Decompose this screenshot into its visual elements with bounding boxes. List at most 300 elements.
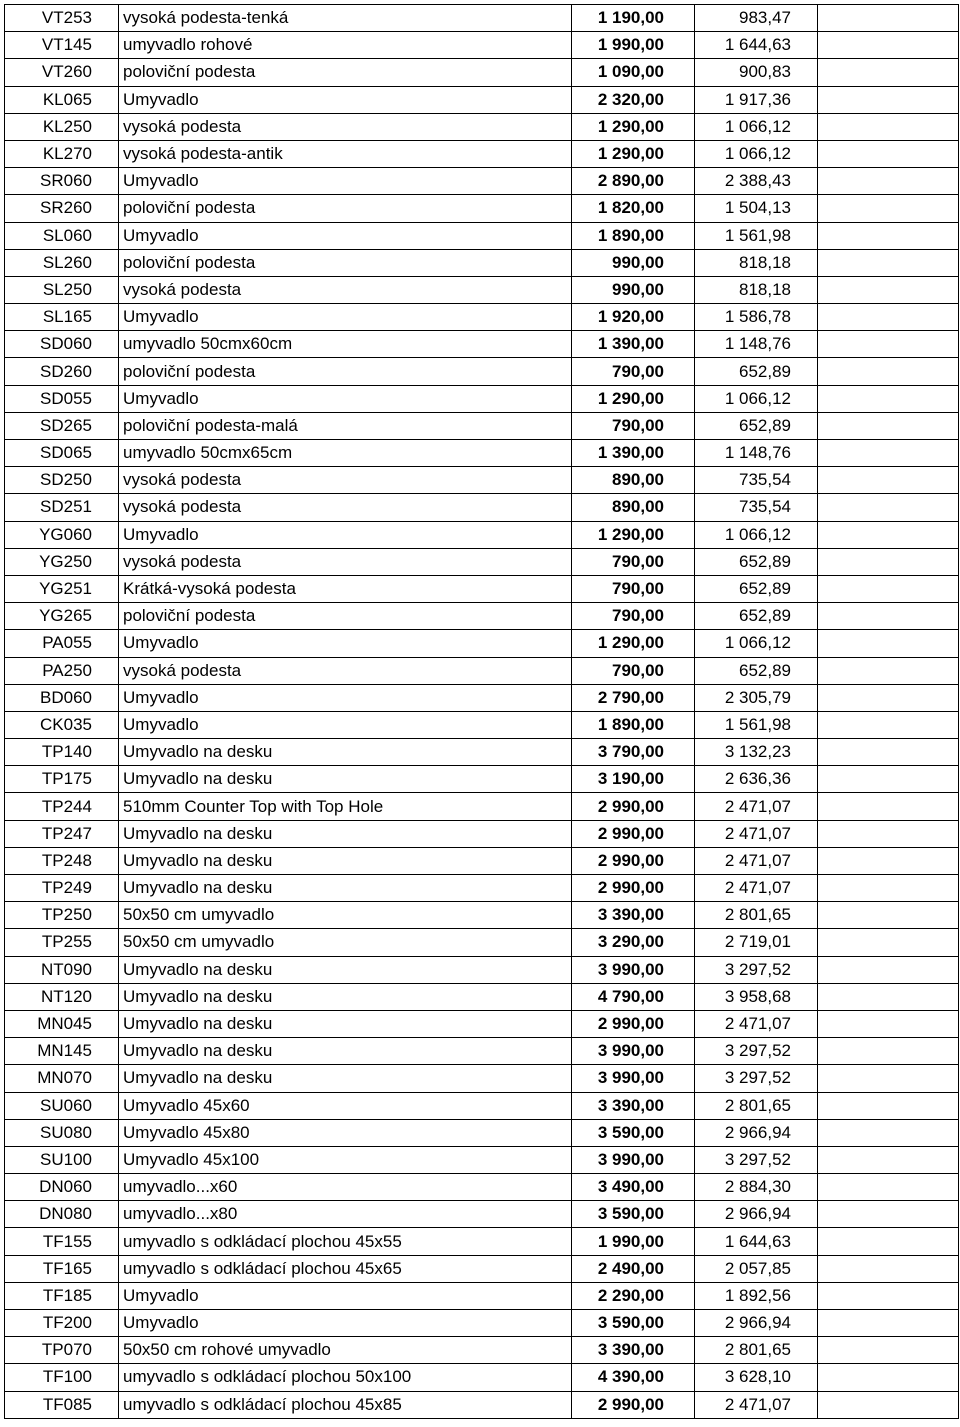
price-with-vat-cell: 1 290,00 <box>572 113 695 140</box>
product-name-cell: Umyvadlo na desku <box>119 1010 572 1037</box>
table-row <box>5 929 959 956</box>
price-without-vat-cell: 818,18 <box>695 249 818 276</box>
product-name-cell: vysoká podesta <box>119 548 572 575</box>
price-without-vat-cell: 3 628,10 <box>695 1364 818 1391</box>
product-code-cell: VT260 <box>5 59 119 86</box>
empty-cell <box>818 902 959 929</box>
empty-cell <box>818 140 959 167</box>
price-table <box>4 4 959 1419</box>
empty-cell <box>818 766 959 793</box>
price-without-vat-cell: 2 057,85 <box>695 1255 818 1282</box>
price-without-vat-cell: 983,47 <box>695 5 818 32</box>
table-row <box>5 902 959 929</box>
empty-cell <box>818 1310 959 1337</box>
empty-cell <box>818 1065 959 1092</box>
product-name-cell: poloviční podesta <box>119 59 572 86</box>
price-with-vat-cell: 790,00 <box>572 603 695 630</box>
empty-cell <box>818 494 959 521</box>
empty-cell <box>818 793 959 820</box>
price-without-vat-cell: 2 719,01 <box>695 929 818 956</box>
price-without-vat-cell: 1 644,63 <box>695 1228 818 1255</box>
table-row <box>5 983 959 1010</box>
product-code-cell: SL060 <box>5 222 119 249</box>
product-code-cell: VT253 <box>5 5 119 32</box>
product-name-cell: Krátká-vysoká podesta <box>119 575 572 602</box>
price-with-vat-cell: 3 990,00 <box>572 956 695 983</box>
product-name-cell: vysoká podesta <box>119 276 572 303</box>
empty-cell <box>818 548 959 575</box>
table-row <box>5 249 959 276</box>
price-without-vat-cell: 3 297,52 <box>695 956 818 983</box>
price-without-vat-cell: 818,18 <box>695 276 818 303</box>
product-name-cell: Umyvadlo na desku <box>119 820 572 847</box>
price-without-vat-cell: 652,89 <box>695 358 818 385</box>
product-code-cell: SD055 <box>5 385 119 412</box>
price-with-vat-cell: 2 790,00 <box>572 684 695 711</box>
product-code-cell: TP140 <box>5 739 119 766</box>
product-name-cell: vysoká podesta <box>119 467 572 494</box>
price-without-vat-cell: 2 388,43 <box>695 168 818 195</box>
product-code-cell: PA250 <box>5 657 119 684</box>
empty-cell <box>818 1010 959 1037</box>
table-row <box>5 1174 959 1201</box>
table-row <box>5 793 959 820</box>
table-row <box>5 1119 959 1146</box>
product-code-cell: TP248 <box>5 847 119 874</box>
empty-cell <box>818 711 959 738</box>
price-with-vat-cell: 990,00 <box>572 249 695 276</box>
price-with-vat-cell: 790,00 <box>572 412 695 439</box>
table-row <box>5 847 959 874</box>
product-code-cell: TF100 <box>5 1364 119 1391</box>
product-code-cell: SL260 <box>5 249 119 276</box>
price-without-vat-cell: 652,89 <box>695 603 818 630</box>
price-without-vat-cell: 3 297,52 <box>695 1038 818 1065</box>
product-name-cell: 50x50 cm rohové umyvadlo <box>119 1337 572 1364</box>
product-name-cell: Umyvadlo na desku <box>119 847 572 874</box>
product-name-cell: Umyvadlo <box>119 684 572 711</box>
table-row <box>5 467 959 494</box>
empty-cell <box>818 847 959 874</box>
empty-cell <box>818 358 959 385</box>
product-name-cell: Umyvadlo <box>119 86 572 113</box>
empty-cell <box>818 113 959 140</box>
empty-cell <box>818 684 959 711</box>
empty-cell <box>818 739 959 766</box>
price-with-vat-cell: 4 790,00 <box>572 983 695 1010</box>
price-without-vat-cell: 2 636,36 <box>695 766 818 793</box>
product-name-cell: Umyvadlo <box>119 304 572 331</box>
table-row <box>5 168 959 195</box>
table-row <box>5 766 959 793</box>
table-row <box>5 548 959 575</box>
product-name-cell: Umyvadlo na desku <box>119 983 572 1010</box>
price-table-body <box>5 5 959 1419</box>
product-name-cell: Umyvadlo 45x60 <box>119 1092 572 1119</box>
product-name-cell: umyvadlo 50cmx60cm <box>119 331 572 358</box>
price-with-vat-cell: 990,00 <box>572 276 695 303</box>
empty-cell <box>818 1038 959 1065</box>
price-without-vat-cell: 2 884,30 <box>695 1174 818 1201</box>
empty-cell <box>818 304 959 331</box>
product-code-cell: MN145 <box>5 1038 119 1065</box>
price-with-vat-cell: 1 390,00 <box>572 440 695 467</box>
product-name-cell: Umyvadlo <box>119 222 572 249</box>
product-code-cell: SD265 <box>5 412 119 439</box>
table-row <box>5 331 959 358</box>
price-with-vat-cell: 1 290,00 <box>572 630 695 657</box>
product-name-cell: umyvadlo...x80 <box>119 1201 572 1228</box>
table-row <box>5 1065 959 1092</box>
table-row <box>5 603 959 630</box>
price-without-vat-cell: 3 132,23 <box>695 739 818 766</box>
price-without-vat-cell: 2 966,94 <box>695 1201 818 1228</box>
table-row <box>5 5 959 32</box>
empty-cell <box>818 1282 959 1309</box>
product-name-cell: poloviční podesta <box>119 195 572 222</box>
product-name-cell: Umyvadlo na desku <box>119 875 572 902</box>
product-name-cell: Umyvadlo 45x80 <box>119 1119 572 1146</box>
price-with-vat-cell: 3 390,00 <box>572 902 695 929</box>
product-code-cell: TP175 <box>5 766 119 793</box>
product-name-cell: vysoká podesta <box>119 657 572 684</box>
product-code-cell: SD260 <box>5 358 119 385</box>
price-without-vat-cell: 1 066,12 <box>695 140 818 167</box>
table-row <box>5 1146 959 1173</box>
price-with-vat-cell: 2 290,00 <box>572 1282 695 1309</box>
price-without-vat-cell: 652,89 <box>695 548 818 575</box>
product-code-cell: SR060 <box>5 168 119 195</box>
product-code-cell: CK035 <box>5 711 119 738</box>
price-without-vat-cell: 1 917,36 <box>695 86 818 113</box>
product-name-cell: vysoká podesta-antik <box>119 140 572 167</box>
product-code-cell: DN080 <box>5 1201 119 1228</box>
empty-cell <box>818 195 959 222</box>
price-with-vat-cell: 790,00 <box>572 657 695 684</box>
table-row <box>5 657 959 684</box>
table-row <box>5 630 959 657</box>
product-name-cell: umyvadlo s odkládací plochou 45x65 <box>119 1255 572 1282</box>
empty-cell <box>818 385 959 412</box>
empty-cell <box>818 1201 959 1228</box>
table-row <box>5 1310 959 1337</box>
product-code-cell: SU060 <box>5 1092 119 1119</box>
price-with-vat-cell: 2 990,00 <box>572 1391 695 1418</box>
price-without-vat-cell: 3 297,52 <box>695 1146 818 1173</box>
empty-cell <box>818 59 959 86</box>
price-without-vat-cell: 1 561,98 <box>695 711 818 738</box>
empty-cell <box>818 603 959 630</box>
product-name-cell: umyvadlo 50cmx65cm <box>119 440 572 467</box>
table-row <box>5 1255 959 1282</box>
product-code-cell: MN045 <box>5 1010 119 1037</box>
price-without-vat-cell: 2 471,07 <box>695 875 818 902</box>
price-without-vat-cell: 1 892,56 <box>695 1282 818 1309</box>
price-with-vat-cell: 2 990,00 <box>572 847 695 874</box>
empty-cell <box>818 1228 959 1255</box>
price-with-vat-cell: 1 820,00 <box>572 195 695 222</box>
table-row <box>5 956 959 983</box>
price-with-vat-cell: 2 990,00 <box>572 1010 695 1037</box>
product-name-cell: Umyvadlo na desku <box>119 739 572 766</box>
price-with-vat-cell: 1 920,00 <box>572 304 695 331</box>
price-without-vat-cell: 1 148,76 <box>695 331 818 358</box>
empty-cell <box>818 222 959 249</box>
empty-cell <box>818 929 959 956</box>
empty-cell <box>818 276 959 303</box>
product-name-cell: Umyvadlo na desku <box>119 1038 572 1065</box>
table-row <box>5 1092 959 1119</box>
price-with-vat-cell: 790,00 <box>572 358 695 385</box>
product-code-cell: KL065 <box>5 86 119 113</box>
price-without-vat-cell: 652,89 <box>695 657 818 684</box>
empty-cell <box>818 1391 959 1418</box>
price-with-vat-cell: 3 990,00 <box>572 1038 695 1065</box>
table-row <box>5 1282 959 1309</box>
empty-cell <box>818 956 959 983</box>
product-code-cell: SD060 <box>5 331 119 358</box>
price-with-vat-cell: 4 390,00 <box>572 1364 695 1391</box>
empty-cell <box>818 412 959 439</box>
table-row <box>5 86 959 113</box>
product-code-cell: KL250 <box>5 113 119 140</box>
price-with-vat-cell: 1 290,00 <box>572 521 695 548</box>
price-with-vat-cell: 790,00 <box>572 548 695 575</box>
table-row <box>5 32 959 59</box>
price-without-vat-cell: 2 471,07 <box>695 1391 818 1418</box>
product-name-cell: vysoká podesta <box>119 494 572 521</box>
price-without-vat-cell: 1 066,12 <box>695 385 818 412</box>
product-name-cell: vysoká podesta-tenká <box>119 5 572 32</box>
empty-cell <box>818 331 959 358</box>
empty-cell <box>818 1255 959 1282</box>
price-with-vat-cell: 3 290,00 <box>572 929 695 956</box>
price-with-vat-cell: 3 490,00 <box>572 1174 695 1201</box>
price-with-vat-cell: 2 990,00 <box>572 820 695 847</box>
table-row <box>5 739 959 766</box>
product-name-cell: 510mm Counter Top with Top Hole <box>119 793 572 820</box>
price-without-vat-cell: 2 471,07 <box>695 820 818 847</box>
price-without-vat-cell: 2 966,94 <box>695 1119 818 1146</box>
price-with-vat-cell: 1 390,00 <box>572 331 695 358</box>
empty-cell <box>818 86 959 113</box>
price-without-vat-cell: 1 644,63 <box>695 32 818 59</box>
product-name-cell: poloviční podesta <box>119 603 572 630</box>
empty-cell <box>818 5 959 32</box>
price-without-vat-cell: 2 801,65 <box>695 1092 818 1119</box>
product-code-cell: YG265 <box>5 603 119 630</box>
product-code-cell: TP249 <box>5 875 119 902</box>
product-code-cell: SD251 <box>5 494 119 521</box>
empty-cell <box>818 630 959 657</box>
table-row <box>5 1391 959 1418</box>
price-without-vat-cell: 735,54 <box>695 467 818 494</box>
table-row <box>5 711 959 738</box>
table-row <box>5 276 959 303</box>
table-row <box>5 1038 959 1065</box>
price-with-vat-cell: 890,00 <box>572 467 695 494</box>
price-with-vat-cell: 2 890,00 <box>572 168 695 195</box>
price-with-vat-cell: 790,00 <box>572 575 695 602</box>
table-row <box>5 684 959 711</box>
product-name-cell: Umyvadlo <box>119 521 572 548</box>
empty-cell <box>818 983 959 1010</box>
empty-cell <box>818 657 959 684</box>
price-with-vat-cell: 2 990,00 <box>572 793 695 820</box>
price-with-vat-cell: 1 890,00 <box>572 222 695 249</box>
table-row <box>5 1228 959 1255</box>
product-code-cell: YG251 <box>5 575 119 602</box>
price-without-vat-cell: 2 966,94 <box>695 1310 818 1337</box>
empty-cell <box>818 1174 959 1201</box>
empty-cell <box>818 575 959 602</box>
product-code-cell: TF085 <box>5 1391 119 1418</box>
product-code-cell: VT145 <box>5 32 119 59</box>
empty-cell <box>818 1146 959 1173</box>
product-name-cell: Umyvadlo 45x100 <box>119 1146 572 1173</box>
product-code-cell: SU100 <box>5 1146 119 1173</box>
product-code-cell: TF165 <box>5 1255 119 1282</box>
table-row <box>5 1337 959 1364</box>
price-with-vat-cell: 1 990,00 <box>572 1228 695 1255</box>
price-without-vat-cell: 652,89 <box>695 575 818 602</box>
product-name-cell: Umyvadlo na desku <box>119 956 572 983</box>
product-code-cell: SU080 <box>5 1119 119 1146</box>
price-without-vat-cell: 900,83 <box>695 59 818 86</box>
price-without-vat-cell: 1 148,76 <box>695 440 818 467</box>
product-name-cell: 50x50 cm umyvadlo <box>119 929 572 956</box>
product-code-cell: TF155 <box>5 1228 119 1255</box>
price-without-vat-cell: 2 471,07 <box>695 1010 818 1037</box>
empty-cell <box>818 1337 959 1364</box>
price-without-vat-cell: 1 586,78 <box>695 304 818 331</box>
price-without-vat-cell: 735,54 <box>695 494 818 521</box>
product-name-cell: poloviční podesta <box>119 358 572 385</box>
empty-cell <box>818 467 959 494</box>
price-with-vat-cell: 3 990,00 <box>572 1146 695 1173</box>
table-row <box>5 222 959 249</box>
product-code-cell: TP247 <box>5 820 119 847</box>
table-row <box>5 875 959 902</box>
empty-cell <box>818 1364 959 1391</box>
table-row <box>5 140 959 167</box>
table-row <box>5 1010 959 1037</box>
empty-cell <box>818 521 959 548</box>
product-code-cell: TP244 <box>5 793 119 820</box>
price-with-vat-cell: 3 990,00 <box>572 1065 695 1092</box>
table-row <box>5 59 959 86</box>
product-name-cell: umyvadlo s odkládací plochou 45x85 <box>119 1391 572 1418</box>
table-row <box>5 521 959 548</box>
empty-cell <box>818 875 959 902</box>
price-with-vat-cell: 3 790,00 <box>572 739 695 766</box>
product-name-cell: Umyvadlo <box>119 168 572 195</box>
product-code-cell: SD250 <box>5 467 119 494</box>
product-name-cell: umyvadlo rohové <box>119 32 572 59</box>
price-with-vat-cell: 890,00 <box>572 494 695 521</box>
price-with-vat-cell: 1 090,00 <box>572 59 695 86</box>
product-name-cell: Umyvadlo <box>119 711 572 738</box>
product-code-cell: SL165 <box>5 304 119 331</box>
price-with-vat-cell: 3 590,00 <box>572 1201 695 1228</box>
product-code-cell: DN060 <box>5 1174 119 1201</box>
price-without-vat-cell: 1 504,13 <box>695 195 818 222</box>
product-code-cell: PA055 <box>5 630 119 657</box>
empty-cell <box>818 249 959 276</box>
product-code-cell: NT120 <box>5 983 119 1010</box>
price-with-vat-cell: 3 390,00 <box>572 1092 695 1119</box>
product-name-cell: umyvadlo s odkládací plochou 50x100 <box>119 1364 572 1391</box>
product-code-cell: BD060 <box>5 684 119 711</box>
product-code-cell: TP070 <box>5 1337 119 1364</box>
price-without-vat-cell: 1 066,12 <box>695 521 818 548</box>
product-code-cell: MN070 <box>5 1065 119 1092</box>
price-without-vat-cell: 2 471,07 <box>695 793 818 820</box>
table-row <box>5 113 959 140</box>
product-code-cell: SL250 <box>5 276 119 303</box>
product-code-cell: KL270 <box>5 140 119 167</box>
price-with-vat-cell: 3 590,00 <box>572 1310 695 1337</box>
price-with-vat-cell: 2 320,00 <box>572 86 695 113</box>
price-without-vat-cell: 2 801,65 <box>695 902 818 929</box>
product-name-cell: poloviční podesta-malá <box>119 412 572 439</box>
product-code-cell: NT090 <box>5 956 119 983</box>
product-name-cell: Umyvadlo na desku <box>119 766 572 793</box>
table-row <box>5 1364 959 1391</box>
table-row <box>5 820 959 847</box>
empty-cell <box>818 1092 959 1119</box>
price-with-vat-cell: 1 190,00 <box>572 5 695 32</box>
table-row <box>5 575 959 602</box>
table-row <box>5 1201 959 1228</box>
product-code-cell: TF185 <box>5 1282 119 1309</box>
product-name-cell: Umyvadlo na desku <box>119 1065 572 1092</box>
table-row <box>5 358 959 385</box>
empty-cell <box>818 820 959 847</box>
price-with-vat-cell: 3 390,00 <box>572 1337 695 1364</box>
price-with-vat-cell: 2 990,00 <box>572 875 695 902</box>
empty-cell <box>818 1119 959 1146</box>
price-without-vat-cell: 3 958,68 <box>695 983 818 1010</box>
product-name-cell: vysoká podesta <box>119 113 572 140</box>
product-code-cell: SD065 <box>5 440 119 467</box>
empty-cell <box>818 32 959 59</box>
table-row <box>5 494 959 521</box>
table-row <box>5 440 959 467</box>
price-with-vat-cell: 1 290,00 <box>572 385 695 412</box>
price-with-vat-cell: 1 290,00 <box>572 140 695 167</box>
table-row <box>5 195 959 222</box>
price-with-vat-cell: 1 990,00 <box>572 32 695 59</box>
product-code-cell: SR260 <box>5 195 119 222</box>
price-without-vat-cell: 2 471,07 <box>695 847 818 874</box>
empty-cell <box>818 440 959 467</box>
price-without-vat-cell: 652,89 <box>695 412 818 439</box>
product-name-cell: umyvadlo s odkládací plochou 45x55 <box>119 1228 572 1255</box>
price-without-vat-cell: 1 066,12 <box>695 630 818 657</box>
price-without-vat-cell: 2 801,65 <box>695 1337 818 1364</box>
product-code-cell: TP250 <box>5 902 119 929</box>
product-name-cell: poloviční podesta <box>119 249 572 276</box>
product-name-cell: Umyvadlo <box>119 630 572 657</box>
price-without-vat-cell: 3 297,52 <box>695 1065 818 1092</box>
table-row <box>5 304 959 331</box>
price-without-vat-cell: 1 561,98 <box>695 222 818 249</box>
price-with-vat-cell: 2 490,00 <box>572 1255 695 1282</box>
product-name-cell: umyvadlo...x60 <box>119 1174 572 1201</box>
empty-cell <box>818 168 959 195</box>
price-with-vat-cell: 3 590,00 <box>572 1119 695 1146</box>
